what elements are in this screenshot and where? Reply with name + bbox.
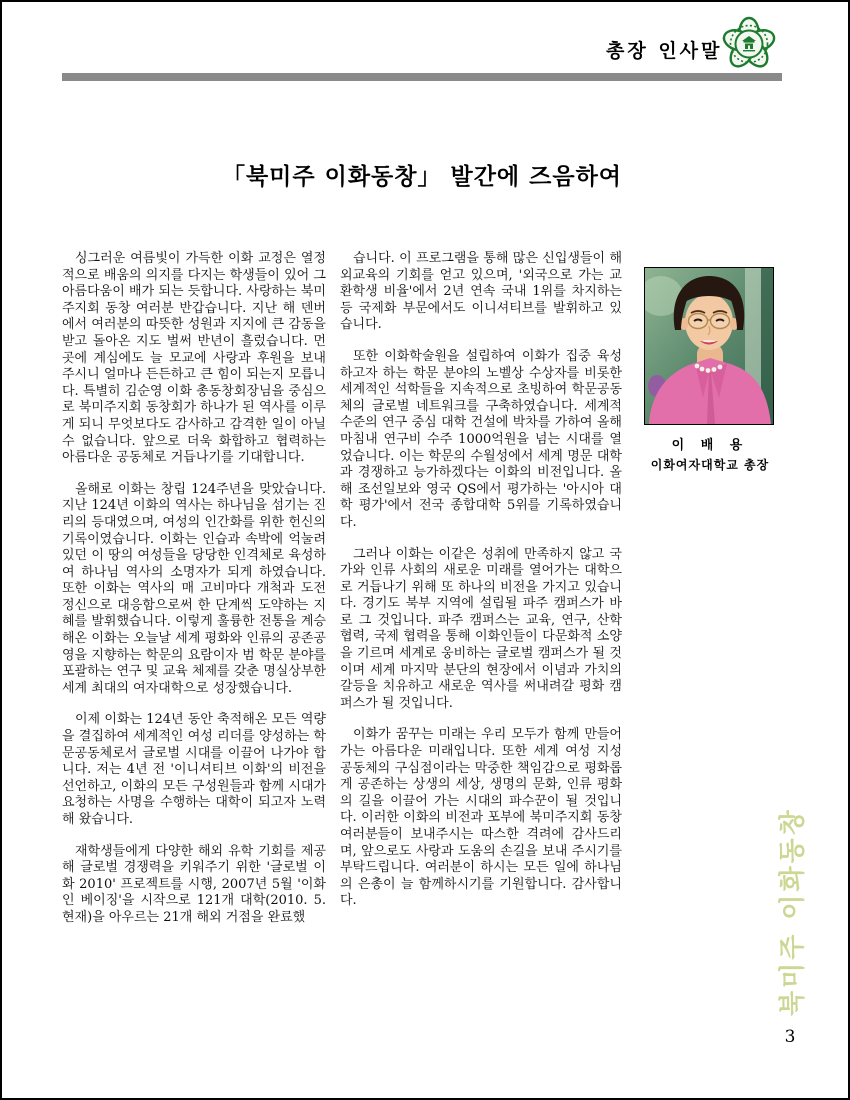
photo-caption-title: 이화여자대학교 총장 bbox=[650, 458, 770, 472]
paragraph: 이화가 꿈꾸는 미래는 우리 모두가 함께 만들어가는 아름다운 미래입니다. 또한 세계 여성 지성 공동체의 구심점이라는 막중한 책임감으로 평화롭게 공존하는 상생의 세상, 생명의 문화, 인류 평화의 길을 이끌어 가는 시대의 파수꾼이 될 것입니다. 이러한 이화의 비전과 포부에 북미주지회 동창 여러분들이 보내주시는 따스한 격려에 감사드리며, 앞으로도 사랑과 도움의 손길을 보내 주시기를 부탁드립니다. 여러분이 하시는 모든 일에 하나님의 은총이 늘 함께하시기를 기원합니다. 감사합니다. bbox=[340, 727, 622, 909]
paragraph: 또한 이화학술원을 설립하여 이화가 집중 육성하고자 하는 학문 분야의 노벨상 수상자를 비롯한 세계적인 석학들을 지속적으로 초빙하여 학문공동체의 글로벌 네트워크를 구축하였습니다. 세계적 수준의 연구 중심 대학 건설에 박차를 가하여 올해 마침내 연구비 수주 1000억원을 넘는 시대를 열었습니다. 이는 학문의 수월성에서 세계 명문 대학과 경쟁하고 능가하겠다는 이화의 비전입니다. 올해 조선일보와 영국 QS에서 평가하는 '아시아 대학 평가'에서 전국 종합대학 5위를 기록하였습니다. bbox=[340, 348, 622, 530]
paragraph: 싱그러운 여름빛이 가득한 이화 교정은 열정적으로 배움의 의지를 다지는 학생들이 있어 그 아름다움이 배가 되는 듯합니다. 사랑하는 북미주지회 동창 여러분 반갑습니다. 지난 해 덴버에서 여러분의 따뜻한 성원과 지지에 큰 감동을 받고 돌아온 지도 벌써 반년이 흘렀습니다. 먼 곳에 계심에도 늘 모교에 사랑과 후원을 보내 주시니 얼마나 든든하고 큰 힘이 되는지 모릅니다. 특별히 김순영 이화 총동창회장님을 중심으로 북미주지회 동창회가 하나가 된 역사를 이루게 되니 무엇보다도 감사하고 감격한 일이 아닐 수 없습니다. 앞으로 더욱 화합하고 협력하는 아름다운 공동체로 거듭나기를 기대합니다. bbox=[62, 251, 326, 466]
page-number: 3 bbox=[784, 1027, 796, 1047]
article-column-2 bbox=[340, 251, 622, 925]
paragraph: 재학생들에게 다양한 해외 유학 기회를 제공해 글로벌 경쟁력을 키워주기 위한 '글로벌 이화 2010' 프로젝트를 시행, 2007년 5월 '이화 인 베이징'을 시작으로 121개 대학(2010. 5. 현재)을 아우르는 21개 해외 거점을 완료했 bbox=[62, 843, 326, 925]
paragraph: 습니다. 이 프로그램을 통해 많은 신입생들이 해외교육의 기회를 얻고 있으며, '외국으로 가는 교환학생 비율'에서 2년 연속 국내 1위를 차지하는 등 국제화 부문에서도 이니셔티브를 발휘하고 있습니다. bbox=[340, 251, 622, 333]
paragraph: 이제 이화는 124년 동안 축적해온 모든 역량을 결집하여 세계적인 여성 리더를 양성하는 학문공동체로서 글로벌 시대를 이끌어 나가야 합니다. 저는 4년 전 '이니셔티브 이화'의 비전을 선언하고, 이화의 모든 구성원들과 함께 시대가 요청하는 사명을 수행하는 대학이 되고자 노력해 왔습니다. bbox=[62, 712, 326, 827]
edge-vertical-title: 북미주 이화동창 bbox=[778, 807, 808, 1016]
page-title: 「북미주 이화동창」 발간에 즈음하여 bbox=[221, 163, 623, 190]
header-divider-bar bbox=[62, 73, 782, 81]
photo-caption-name: 이 배 용 bbox=[671, 438, 749, 453]
ewha-seal-icon bbox=[720, 15, 778, 73]
president-figure bbox=[644, 267, 776, 473]
section-header: 총장 인사말 bbox=[606, 40, 723, 62]
paragraph: 올해로 이화는 창립 124주년을 맞았습니다. 지난 124년 이화의 역사는 하나님을 섬기는 진리의 등대였으며, 여성의 인간화를 위한 헌신의 기록이였습니다. 이화는 인습과 속박에 억눌려 있던 이 땅의 여성들을 당당한 인격체로 육성하여 하나님 역사의 소명자가 되게 하였습니다. 또한 이화는 역사의 매 고비마다 개척과 도전 정신으로 대응함으로써 한 단계씩 도약하는 지혜를 발휘했습니다. 이렇게 훌륭한 전통을 계승해온 이화는 오늘날 세계 평화와 인류의 공존공영을 지향하는 학문의 요람이자 범 학문 분야를 포괄하는 연구 및 교육 체제를 갖춘 명실상부한 세계 최대의 여자대학으로 성장했습니다. bbox=[62, 481, 326, 696]
president-photo bbox=[644, 267, 774, 425]
paragraph: 그러나 이화는 이같은 성취에 만족하지 않고 국가와 인류 사회의 새로운 미래를 열어가는 대학으로 거듭나기 위해 또 하나의 비전을 가지고 있습니다. 경기도 북부 지역에 설립될 파주 캠퍼스가 바로 그 것입니다. 파주 캠퍼스는 교육, 연구, 산학 협력, 국제 협력을 통해 이화인들이 다문화적 소양을 기르며 세계로 웅비하는 글로벌 캠퍼스가 될 것이며 세계 마지막 분단의 현장에서 이념과 가치의 갈등을 치유하고 새로운 역사를 써내려갈 평화 캠퍼스가 될 것입니다. bbox=[340, 546, 622, 711]
article-column-1 bbox=[62, 251, 326, 942]
